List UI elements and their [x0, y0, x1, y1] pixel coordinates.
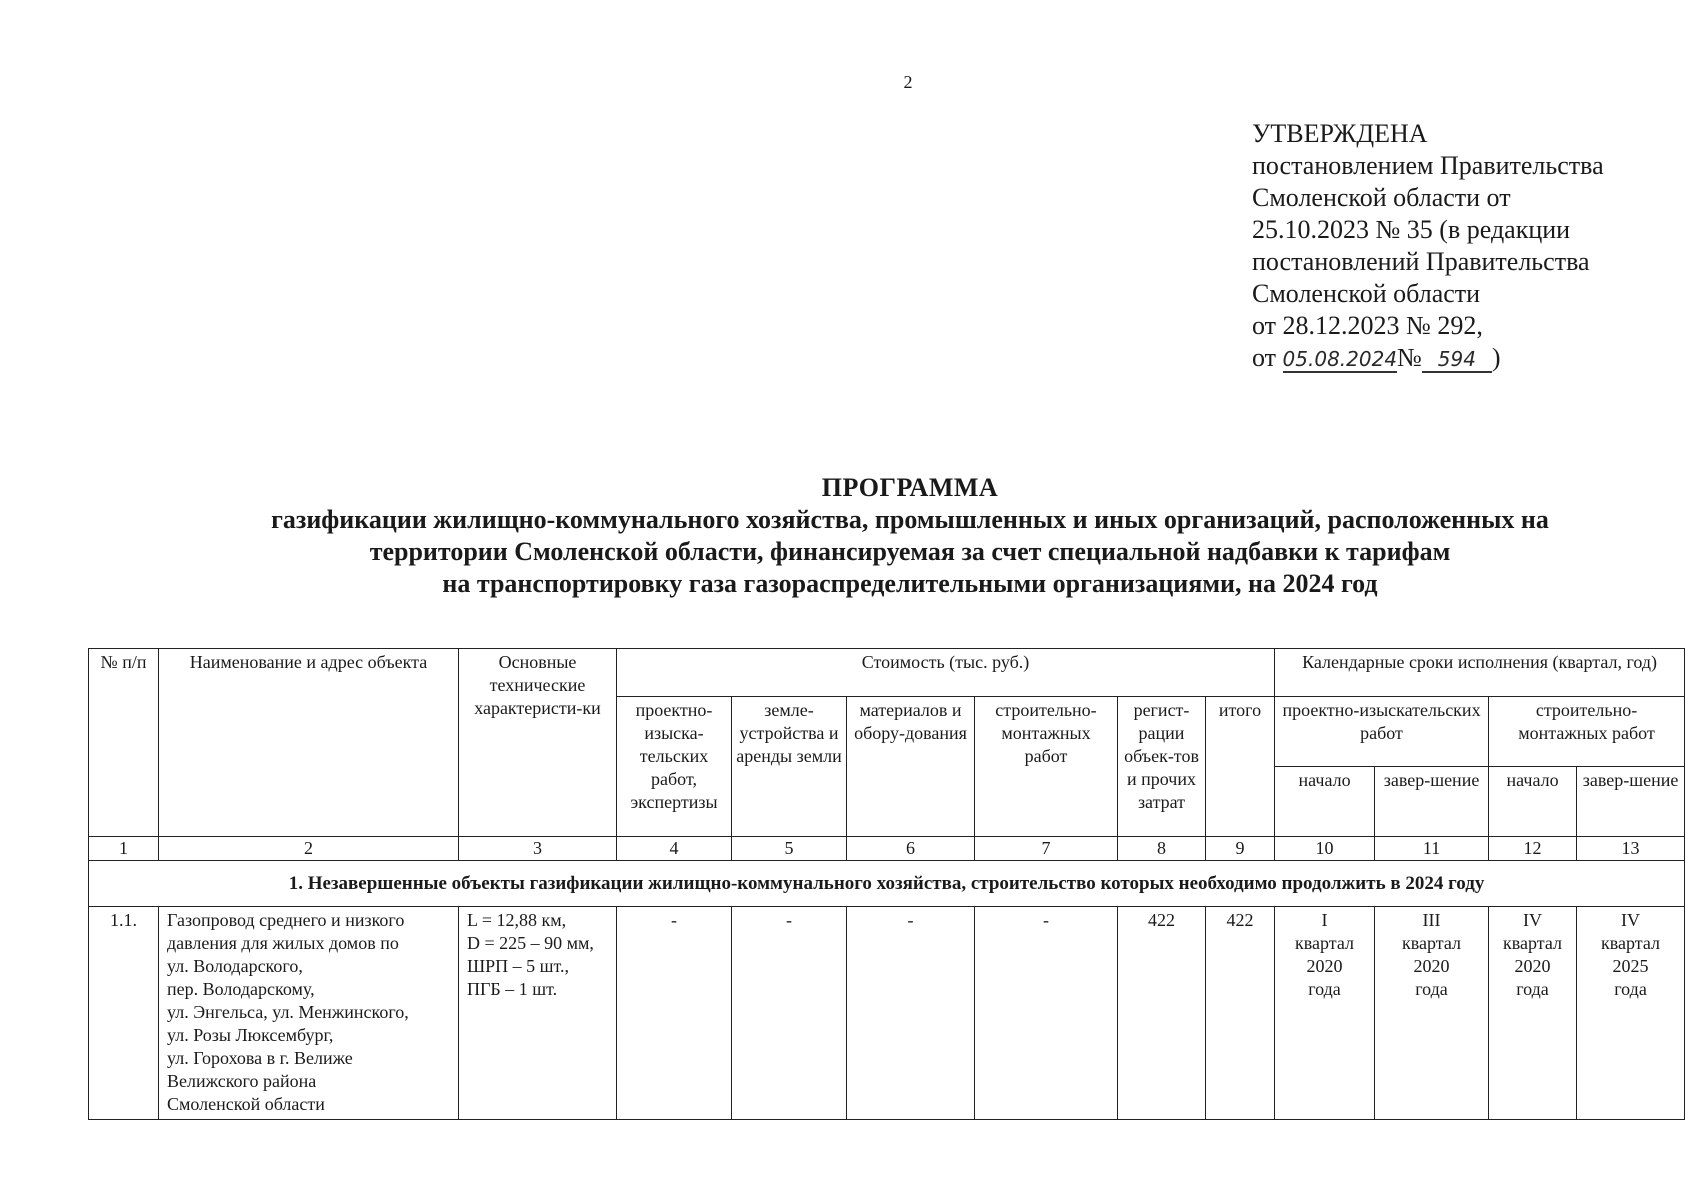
header-num: № п/п	[89, 649, 159, 837]
column-number: 13	[1577, 837, 1685, 861]
header-tech: Основные технические характеристи-ки	[459, 649, 617, 837]
construction-start	[1489, 907, 1577, 1120]
column-number: 5	[732, 837, 847, 861]
handwritten-number: 594	[1422, 347, 1492, 373]
approval-line: от 28.12.2023 № 292,	[1252, 311, 1483, 340]
approval-heading: УТВЕРЖДЕНА	[1252, 119, 1428, 148]
row-tech	[459, 907, 617, 1120]
row-num: 1.1.	[89, 907, 159, 1120]
section-title: 1. Незавершенные объекты газификации жилищно-коммунального хозяйства, строительство которых необходимо продолжить в 2024 году	[89, 861, 1685, 907]
column-number: 3	[459, 837, 617, 861]
column-number: 6	[847, 837, 975, 861]
program-table	[88, 648, 1685, 1120]
tech-line: D = 225 – 90 мм,	[467, 933, 594, 953]
handwritten-date: 05.08.2024	[1282, 347, 1398, 371]
title-line: на транспортировку газа газораспределительными организациями, на 2024 год	[442, 569, 1378, 598]
schedule-label: квартал	[1402, 933, 1462, 953]
header-calendar-group: Календарные сроки исполнения (квартал, год)	[1275, 649, 1685, 697]
column-number: 11	[1375, 837, 1489, 861]
schedule-year: 2020	[1413, 956, 1450, 976]
header-construction-start: начало	[1489, 767, 1577, 837]
name-line: пер. Володарскому,	[167, 979, 315, 999]
header-cost-construction: строительно-монтажных работ	[975, 697, 1118, 837]
tech-line: ШРП – 5 шт.,	[467, 956, 570, 976]
name-line: ул. Горохова в г. Велиже	[167, 1048, 353, 1068]
construction-end	[1577, 907, 1685, 1120]
column-number: 10	[1275, 837, 1375, 861]
table-row	[89, 907, 1685, 1120]
schedule-label: квартал	[1295, 933, 1355, 953]
column-number: 9	[1206, 837, 1275, 861]
number-sign: №	[1397, 343, 1422, 372]
name-line: ул. Володарского,	[167, 956, 303, 976]
approval-line: 25.10.2023 № 35 (в редакции	[1252, 215, 1571, 244]
header-cost-materials: материалов и обору-дования	[847, 697, 975, 837]
schedule-year: 2020	[1306, 956, 1343, 976]
cost-land: -	[732, 907, 847, 1120]
schedule-suffix: года	[1614, 979, 1647, 999]
column-number: 2	[159, 837, 459, 861]
header-cost-survey: проектно-изыска-тельских работ, экспертизы	[617, 697, 732, 837]
approval-line: постановлений Правительства	[1252, 247, 1590, 276]
header-survey-start: начало	[1275, 767, 1375, 837]
schedule-quarter: III	[1422, 910, 1441, 930]
schedule-year: 2020	[1514, 956, 1551, 976]
name-line: ул. Энгельса, ул. Менжинского,	[167, 1002, 409, 1022]
schedule-year: 2025	[1612, 956, 1649, 976]
column-number: 7	[975, 837, 1118, 861]
tech-line: ПГБ – 1 шт.	[467, 979, 558, 999]
schedule-suffix: года	[1308, 979, 1341, 999]
header-construction-group: строительно-монтажных работ	[1489, 697, 1685, 767]
schedule-quarter: I	[1321, 910, 1328, 930]
tech-line: L = 12,88 км,	[467, 910, 567, 930]
column-number: 12	[1489, 837, 1577, 861]
page-number: 2	[903, 72, 913, 92]
cost-total: 422	[1206, 907, 1275, 1120]
schedule-label: квартал	[1601, 933, 1661, 953]
column-number: 8	[1118, 837, 1206, 861]
header-survey-end: завер-шение	[1375, 767, 1489, 837]
cost-survey: -	[617, 907, 732, 1120]
name-line: ул. Розы Люксембург,	[167, 1025, 334, 1045]
header-cost-registration: регист-рации объек-тов и прочих затрат	[1118, 697, 1206, 837]
header-cost-land: земле-устройства и аренды земли	[732, 697, 847, 837]
column-number: 4	[617, 837, 732, 861]
schedule-suffix: года	[1516, 979, 1549, 999]
column-number: 1	[89, 837, 159, 861]
schedule-label: квартал	[1503, 933, 1563, 953]
schedule-quarter: IV	[1621, 910, 1641, 930]
approval-line: Смоленской области от	[1252, 183, 1511, 212]
cost-registration: 422	[1118, 907, 1206, 1120]
name-line: Велижского района	[167, 1071, 317, 1091]
name-line: Смоленской области	[167, 1094, 325, 1114]
name-line: давления для жилых домов по	[167, 933, 399, 953]
schedule-quarter: IV	[1523, 910, 1543, 930]
cost-materials: -	[847, 907, 975, 1120]
approval-block	[1252, 118, 1672, 374]
schedule-suffix: года	[1415, 979, 1448, 999]
title-line: газификации жилищно-коммунального хозяйства, промышленных и иных организаций, расположенных на	[271, 505, 1549, 534]
program-title	[180, 472, 1640, 600]
approval-line: постановлением Правительства	[1252, 151, 1604, 180]
closing-paren: )	[1491, 343, 1501, 372]
survey-start	[1275, 907, 1375, 1120]
cost-construction: -	[975, 907, 1118, 1120]
title-line: территории Смоленской области, финансируемая за счет специальной надбавки к тарифам	[369, 537, 1451, 566]
header-survey-group: проектно-изыскательских работ	[1275, 697, 1489, 767]
approval-last-line	[1252, 342, 1672, 374]
header-construction-end: завер-шение	[1577, 767, 1685, 837]
survey-end	[1375, 907, 1489, 1120]
header-cost-total: итого	[1206, 697, 1275, 837]
approval-last-prefix: от	[1252, 343, 1283, 372]
title-main: ПРОГРАММА	[821, 473, 999, 502]
approval-line: Смоленской области	[1252, 279, 1481, 308]
name-line: Газопровод среднего и низкого	[167, 910, 405, 930]
header-cost-group: Стоимость (тыс. руб.)	[617, 649, 1275, 697]
header-name: Наименование и адрес объекта	[159, 649, 459, 837]
row-name	[159, 907, 459, 1120]
